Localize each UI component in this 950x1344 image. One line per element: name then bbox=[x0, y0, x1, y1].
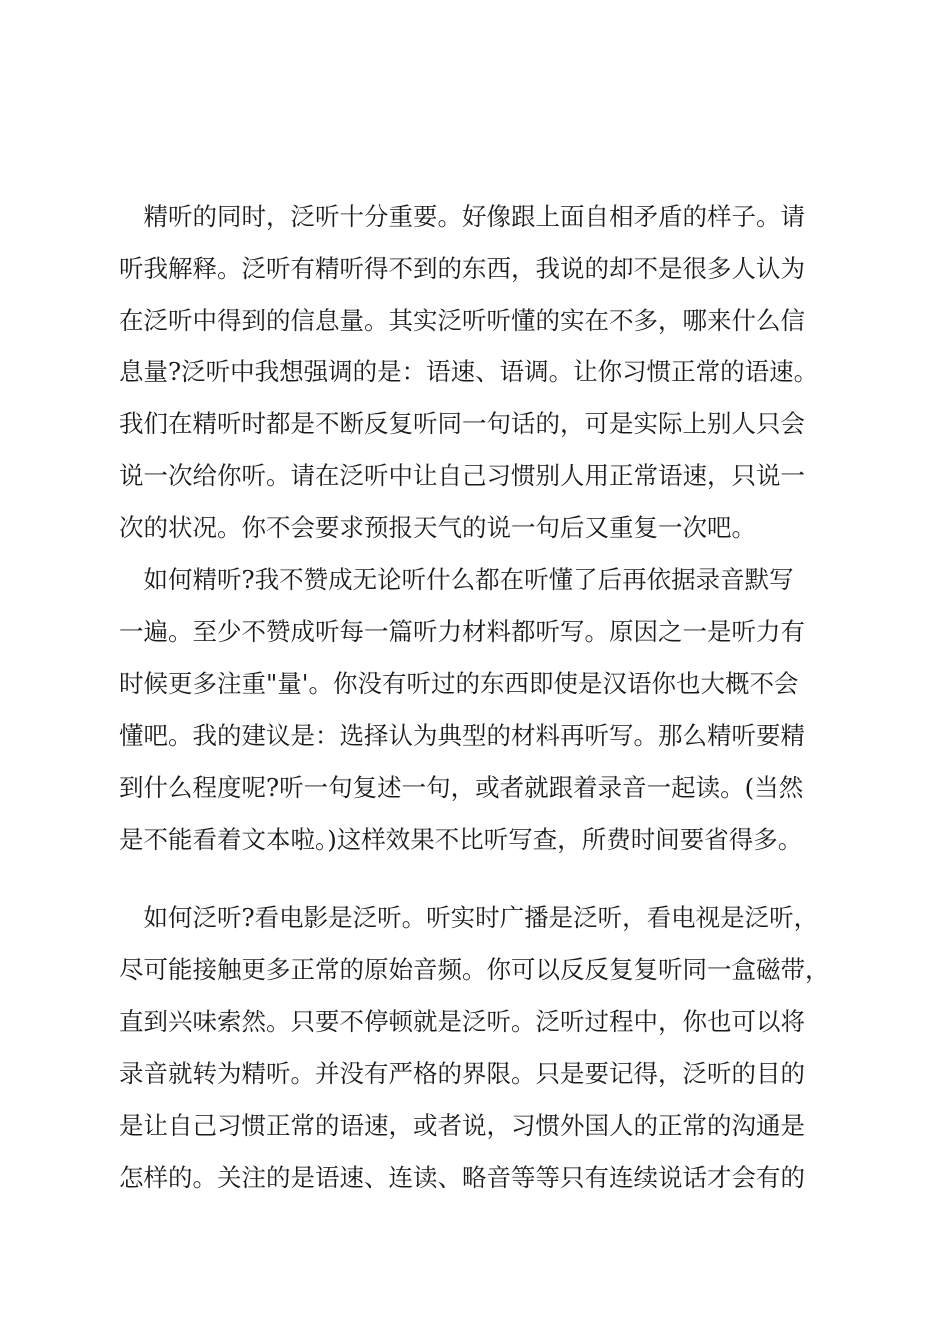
paragraph-1-line-7: 次的状况。你不会要求预报天气的说一句后又重复一次吧。 bbox=[119, 513, 756, 542]
paragraph-1-line-1: 精听的同时，泛听十分重要。好像跟上面自相矛盾的样子。请 bbox=[119, 202, 805, 231]
paragraph-3-line-3: 直到兴味索然。只要不停顿就是泛听。泛听过程中，你也可以将 bbox=[119, 1007, 805, 1036]
paragraph-1-line-4: 息量?泛听中我想强调的是：语速、语调。让你习惯正常的语速。 bbox=[119, 357, 819, 386]
paragraph-2-line-3: 时候更多注重"量'。你没有听过的东西即使是汉语你也大概不会 bbox=[119, 669, 799, 698]
paragraph-2-line-2: 一遍。至少不赞成听每一篇听力材料都听写。原因之一是听力有 bbox=[119, 617, 805, 646]
paragraph-3-line-2: 尽可能接触更多正常的原始音频。你可以反反复复听同一盒磁带， bbox=[119, 955, 830, 984]
paragraph-2-line-5: 到什么程度呢?听一句复述一句，或者就跟着录音一起读。(当然 bbox=[119, 773, 804, 802]
paragraph-1-line-3: 在泛听中得到的信息量。其实泛听听懂的实在不多，哪来什么信 bbox=[119, 306, 805, 335]
paragraph-3-line-1: 如何泛听?看电影是泛听。听实时广播是泛听，看电视是泛听， bbox=[119, 903, 819, 932]
paragraph-1-line-6: 说一次给你听。请在泛听中让自己习惯别人用正常语速，只说一 bbox=[119, 461, 805, 490]
paragraph-2-line-6: 是不能看着文本啦。)这样效果不比听写查，所费时间要省得多。 bbox=[119, 825, 803, 854]
paragraph-1-line-5: 我们在精听时都是不断反复听同一句话的，可是实际上别人只会 bbox=[119, 409, 805, 438]
paragraph-3-line-6: 怎样的。关注的是语速、连读、略音等等只有连续说话才会有的 bbox=[119, 1163, 805, 1192]
paragraph-1-line-2: 听我解释。泛听有精听得不到的东西，我说的却不是很多人认为 bbox=[119, 254, 805, 283]
paragraph-2-line-4: 懂吧。我的建议是：选择认为典型的材料再听写。那么精听要精 bbox=[119, 721, 805, 750]
paragraph-3-line-5: 是让自己习惯正常的语速，或者说，习惯外国人的正常的沟通是 bbox=[119, 1111, 805, 1140]
paragraph-3-line-4: 录音就转为精听。并没有严格的界限。只是要记得，泛听的目的 bbox=[119, 1059, 805, 1088]
paragraph-2-line-1: 如何精听?我不赞成无论听什么都在听懂了后再依据录音默写 bbox=[119, 565, 794, 594]
